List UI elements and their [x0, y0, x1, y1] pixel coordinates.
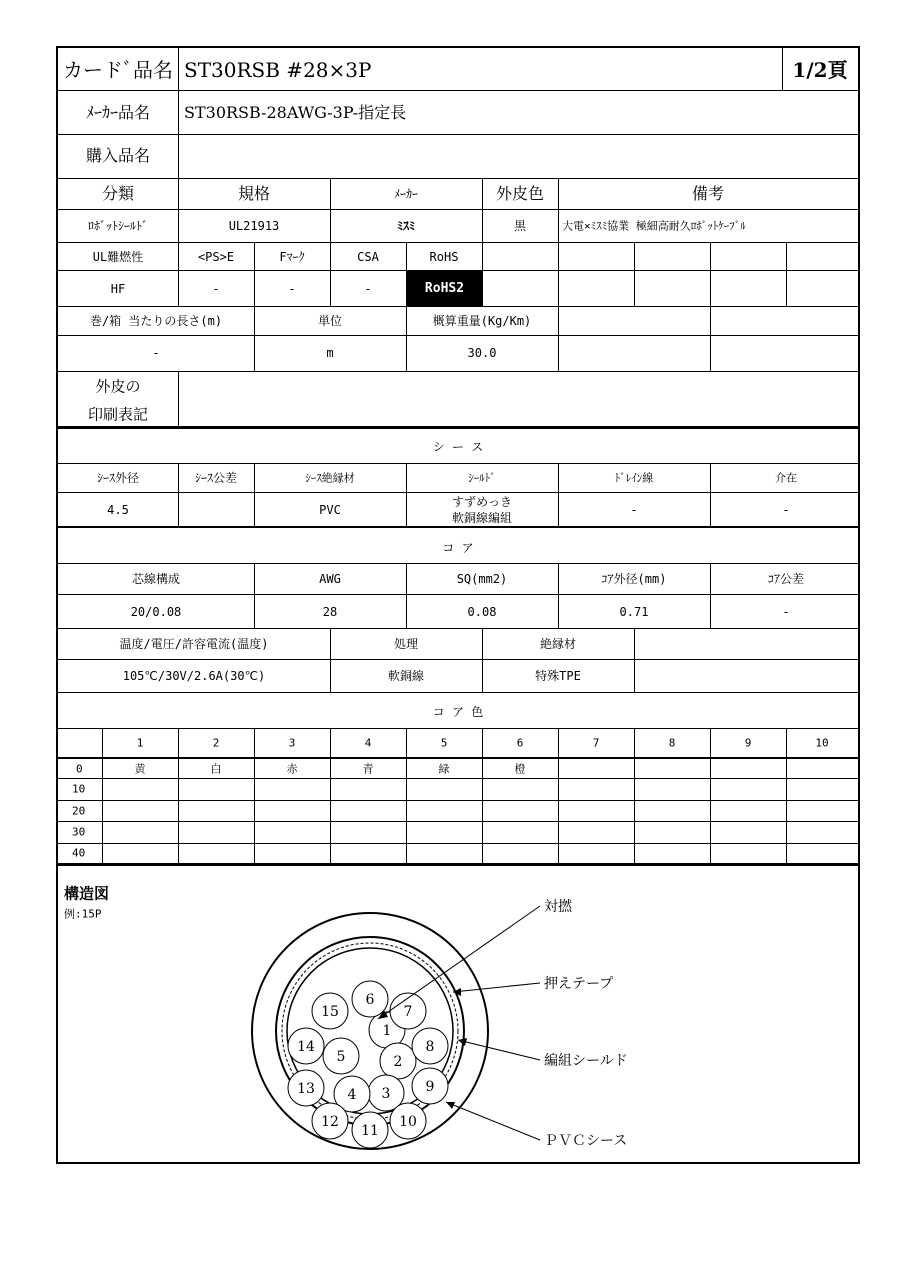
cert-pse-value: -: [212, 282, 220, 296]
spec-sheet: [56, 46, 860, 1164]
insulation-header: 絶縁材: [539, 637, 577, 651]
rohs-badge: RoHS2: [407, 271, 482, 306]
spec-header-remarks: 備考: [691, 184, 725, 203]
color-col-8: 8: [668, 736, 676, 750]
cert-csa-value: -: [364, 282, 372, 296]
core-color-4: 青: [362, 762, 374, 776]
core-tol-value: -: [782, 605, 790, 619]
color-col-1: 1: [136, 736, 144, 750]
length-header: 巻/箱 当たりの長さ(m): [89, 314, 223, 328]
sheath-header-tol: ｼｰｽ公差: [194, 471, 238, 485]
temp-header: 温度/電圧/許容電流(温度): [119, 637, 269, 651]
color-col-10: 10: [815, 736, 829, 750]
unit-value: m: [326, 346, 334, 360]
print-label-line2: 印刷表記: [87, 405, 149, 424]
core-header-tol: ｺｱ公差: [767, 572, 805, 586]
core-od-value: 0.71: [619, 605, 649, 619]
spec-remarks-value: 大電×ﾐｽﾐ協業 極細高耐久ﾛﾎﾞｯﾄｹｰﾌﾞﾙ: [562, 219, 746, 233]
color-col-5: 5: [440, 736, 448, 750]
spec-standard-value: UL21913: [228, 219, 280, 233]
core-color-1: 黄: [134, 762, 146, 776]
cert-header-fmark: Fﾏｰｸ: [279, 250, 305, 264]
temp-value: 105℃/30V/2.6A(30℃): [122, 669, 266, 683]
color-row-40: 40: [72, 846, 86, 860]
core-color-6: 橙: [514, 762, 526, 776]
spec-header-class: 分類: [101, 184, 135, 203]
sheath-header-od: ｼｰｽ外径: [96, 471, 140, 485]
core-number-5: 5: [336, 1049, 346, 1065]
core-header-strand: 芯線構成: [131, 572, 181, 586]
core-title: コ ア: [442, 541, 474, 555]
insulation-value: 特殊TPE: [535, 669, 581, 683]
spec-class-value: ﾛﾎﾞｯﾄｼｰﾙﾄﾞ: [87, 219, 149, 233]
color-col-9: 9: [744, 736, 752, 750]
core-header-sq: SQ(mm2): [456, 572, 508, 586]
color-row-20: 20: [72, 804, 86, 818]
color-title: コ ア 色: [432, 705, 484, 719]
spec-maker-value: ﾐｽﾐ: [396, 219, 416, 233]
sheath-filler-value: -: [782, 503, 790, 517]
label-binding-tape: 押えテープ: [544, 976, 614, 992]
weight-value: 30.0: [467, 346, 497, 360]
sheath-shield-value: すずめっき: [451, 495, 513, 509]
color-row-30: 30: [72, 825, 86, 839]
core-header-awg: AWG: [319, 572, 341, 586]
cert-header-rohs: RoHS: [429, 250, 459, 264]
length-value: -: [152, 346, 160, 360]
core-number-11: 11: [361, 1123, 379, 1139]
core-number-1: 1: [382, 1023, 392, 1039]
sheath-drain-value: -: [630, 503, 638, 517]
core-sq-value: 0.08: [467, 605, 497, 619]
core-number-9: 9: [425, 1079, 435, 1095]
sheath-header-drain: ﾄﾞﾚｲﾝ線: [614, 471, 654, 485]
cert-header-ul: UL難燃性: [92, 250, 144, 264]
color-col-3: 3: [288, 736, 296, 750]
core-color-5: 緑: [438, 762, 450, 776]
core-number-3: 3: [381, 1086, 391, 1102]
diagram-example: 例:15P: [64, 907, 102, 921]
core-number-4: 4: [347, 1087, 357, 1103]
process-value: 軟銅線: [387, 669, 425, 683]
core-number-14: 14: [297, 1039, 315, 1055]
core-color-3: 赤: [286, 762, 298, 776]
sheath-od-value: 4.5: [107, 503, 129, 517]
color-col-7: 7: [592, 736, 600, 750]
cert-header-pse: <PS>E: [197, 250, 235, 264]
cable-cross-section: [58, 868, 858, 1162]
core-strand-value: 20/0.08: [130, 605, 182, 619]
spec-header-maker: ﾒｰｶｰ: [393, 187, 419, 201]
cert-header-csa: CSA: [357, 250, 379, 264]
core-awg-value: 28: [322, 605, 338, 619]
card-name-value: ST30RSB #28×3P: [184, 58, 372, 82]
process-header: 処理: [393, 637, 419, 651]
page-number: 1/2頁: [792, 58, 848, 82]
cert-ul-value: HF: [110, 282, 126, 296]
core-number-8: 8: [425, 1039, 435, 1055]
label-pvc-sheath: ＰＶＣシース: [544, 1133, 628, 1149]
label-braided-shield: 編組シールド: [544, 1053, 628, 1069]
core-number-6: 6: [365, 992, 375, 1008]
core-header-od: ｺｱ外径(mm): [601, 572, 667, 586]
core-number-10: 10: [399, 1114, 417, 1130]
diagram-title: 構造図: [64, 884, 110, 903]
unit-header: 単位: [317, 314, 343, 328]
spec-header-color: 外皮色: [495, 184, 545, 203]
maker-name-value: ST30RSB-28AWG-3P-指定長: [184, 103, 407, 122]
core-color-2: 白: [210, 762, 222, 776]
color-col-6: 6: [516, 736, 524, 750]
weight-header: 概算重量(Kg/Km): [432, 314, 532, 328]
spec-header-standard: 規格: [237, 184, 271, 203]
core-number-13: 13: [297, 1081, 315, 1097]
sheath-header-filler: 介在: [775, 471, 797, 485]
print-label-line1: 外皮の: [95, 377, 141, 396]
core-number-15: 15: [321, 1004, 339, 1020]
card-name-label: カードﾞ品名: [63, 58, 173, 82]
color-col-4: 4: [364, 736, 372, 750]
sheath-header-shield: ｼｰﾙﾄﾞ: [468, 471, 496, 485]
spec-color-value: 黒: [513, 219, 527, 233]
maker-name-label: ﾒｰｶｰ品名: [85, 103, 151, 122]
sheath-header-insul: ｼｰｽ絶縁材: [305, 471, 355, 485]
core-number-7: 7: [403, 1004, 413, 1020]
core-number-12: 12: [321, 1114, 339, 1130]
sheath-shield-value-line2: 軟銅線編組: [451, 511, 513, 525]
sheath-insul-value: PVC: [319, 503, 341, 517]
color-row-0: 0: [76, 762, 83, 776]
cert-fmark-value: -: [288, 282, 296, 296]
color-row-10: 10: [72, 782, 86, 796]
core-number-2: 2: [393, 1054, 403, 1070]
sheath-title: シ ー ス: [432, 440, 484, 454]
label-twisted-pair: 対撚: [544, 899, 572, 915]
purchase-name-label: 購入品名: [85, 146, 151, 165]
color-col-2: 2: [212, 736, 220, 750]
